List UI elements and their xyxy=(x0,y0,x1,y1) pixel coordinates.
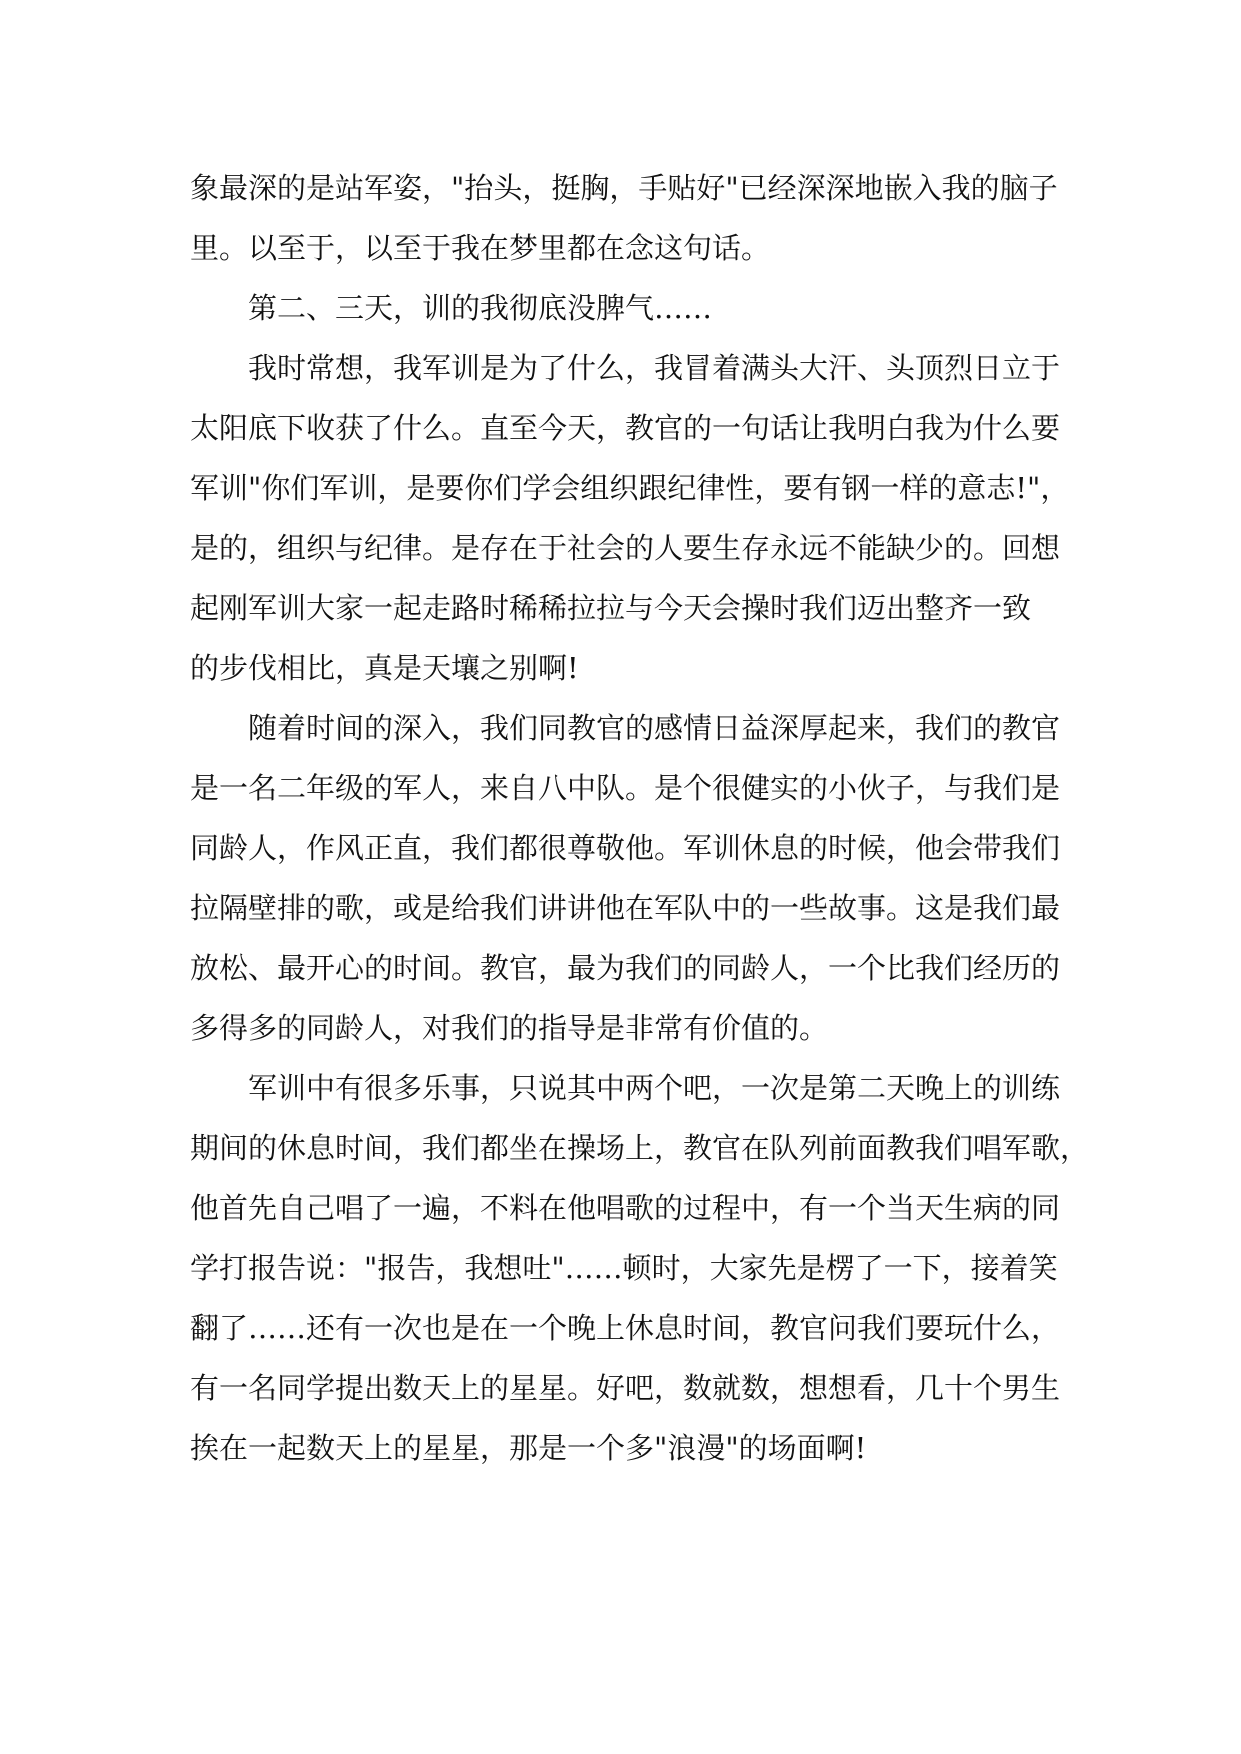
text-line: 期间的休息时间，我们都坐在操场上，教官在队列前面教我们唱军歌， xyxy=(190,1131,1090,1165)
paragraph-start-line: 随着时间的深入，我们同教官的感情日益深厚起来，我们的教官 xyxy=(248,711,1061,745)
text-line: 象最深的是站军姿，"抬头，挺胸，手贴好"已经深深地嵌入我的脑子 xyxy=(190,171,1058,205)
text-line: 的步伐相比，真是天壤之别啊! xyxy=(190,651,579,685)
text-line: 多得多的同龄人，对我们的指导是非常有价值的。 xyxy=(190,1011,829,1045)
paragraph-start-line: 军训中有很多乐事，只说其中两个吧，一次是第二天晚上的训练 xyxy=(248,1071,1061,1105)
text-line: 同龄人，作风正直，我们都很尊敬他。军训休息的时候，他会带我们 xyxy=(190,831,1061,865)
paragraph-start-line: 我时常想，我军训是为了什么，我冒着满头大汗、头顶烈日立于 xyxy=(248,351,1061,385)
text-line: 放松、最开心的时间。教官，最为我们的同龄人，一个比我们经历的 xyxy=(190,951,1061,985)
text-line: 翻了……还有一次也是在一个晚上休息时间，教官问我们要玩什么， xyxy=(190,1311,1061,1345)
paragraph-start-line: 第二、三天，训的我彻底没脾气…… xyxy=(248,291,713,325)
text-line: 学打报告说："报告，我想吐"……顿时，大家先是楞了一下，接着笑 xyxy=(190,1251,1058,1285)
text-line: 太阳底下收获了什么。直至今天，教官的一句话让我明白我为什么要 xyxy=(190,411,1061,445)
text-line: 挨在一起数天上的星星，那是一个多"浪漫"的场面啊! xyxy=(190,1431,867,1465)
text-line: 拉隔壁排的歌，或是给我们讲讲他在军队中的一些故事。这是我们最 xyxy=(190,891,1061,925)
text-line: 是的，组织与纪律。是存在于社会的人要生存永远不能缺少的。回想 xyxy=(190,531,1061,565)
text-line: 是一名二年级的军人，来自八中队。是个很健实的小伙子，与我们是 xyxy=(190,771,1061,805)
text-line: 有一名同学提出数天上的星星。好吧，数就数，想想看，几十个男生 xyxy=(190,1371,1061,1405)
document-body xyxy=(190,158,1090,1478)
text-line: 军训"你们军训，是要你们学会组织跟纪律性，要有钢一样的意志!"， xyxy=(190,471,1070,505)
text-line: 他首先自己唱了一遍，不料在他唱歌的过程中，有一个当天生病的同 xyxy=(190,1191,1061,1225)
text-line: 里。以至于，以至于我在梦里都在念这句话。 xyxy=(190,231,771,265)
text-line: 起刚军训大家一起走路时稀稀拉拉与今天会操时我们迈出整齐一致 xyxy=(190,591,1032,625)
